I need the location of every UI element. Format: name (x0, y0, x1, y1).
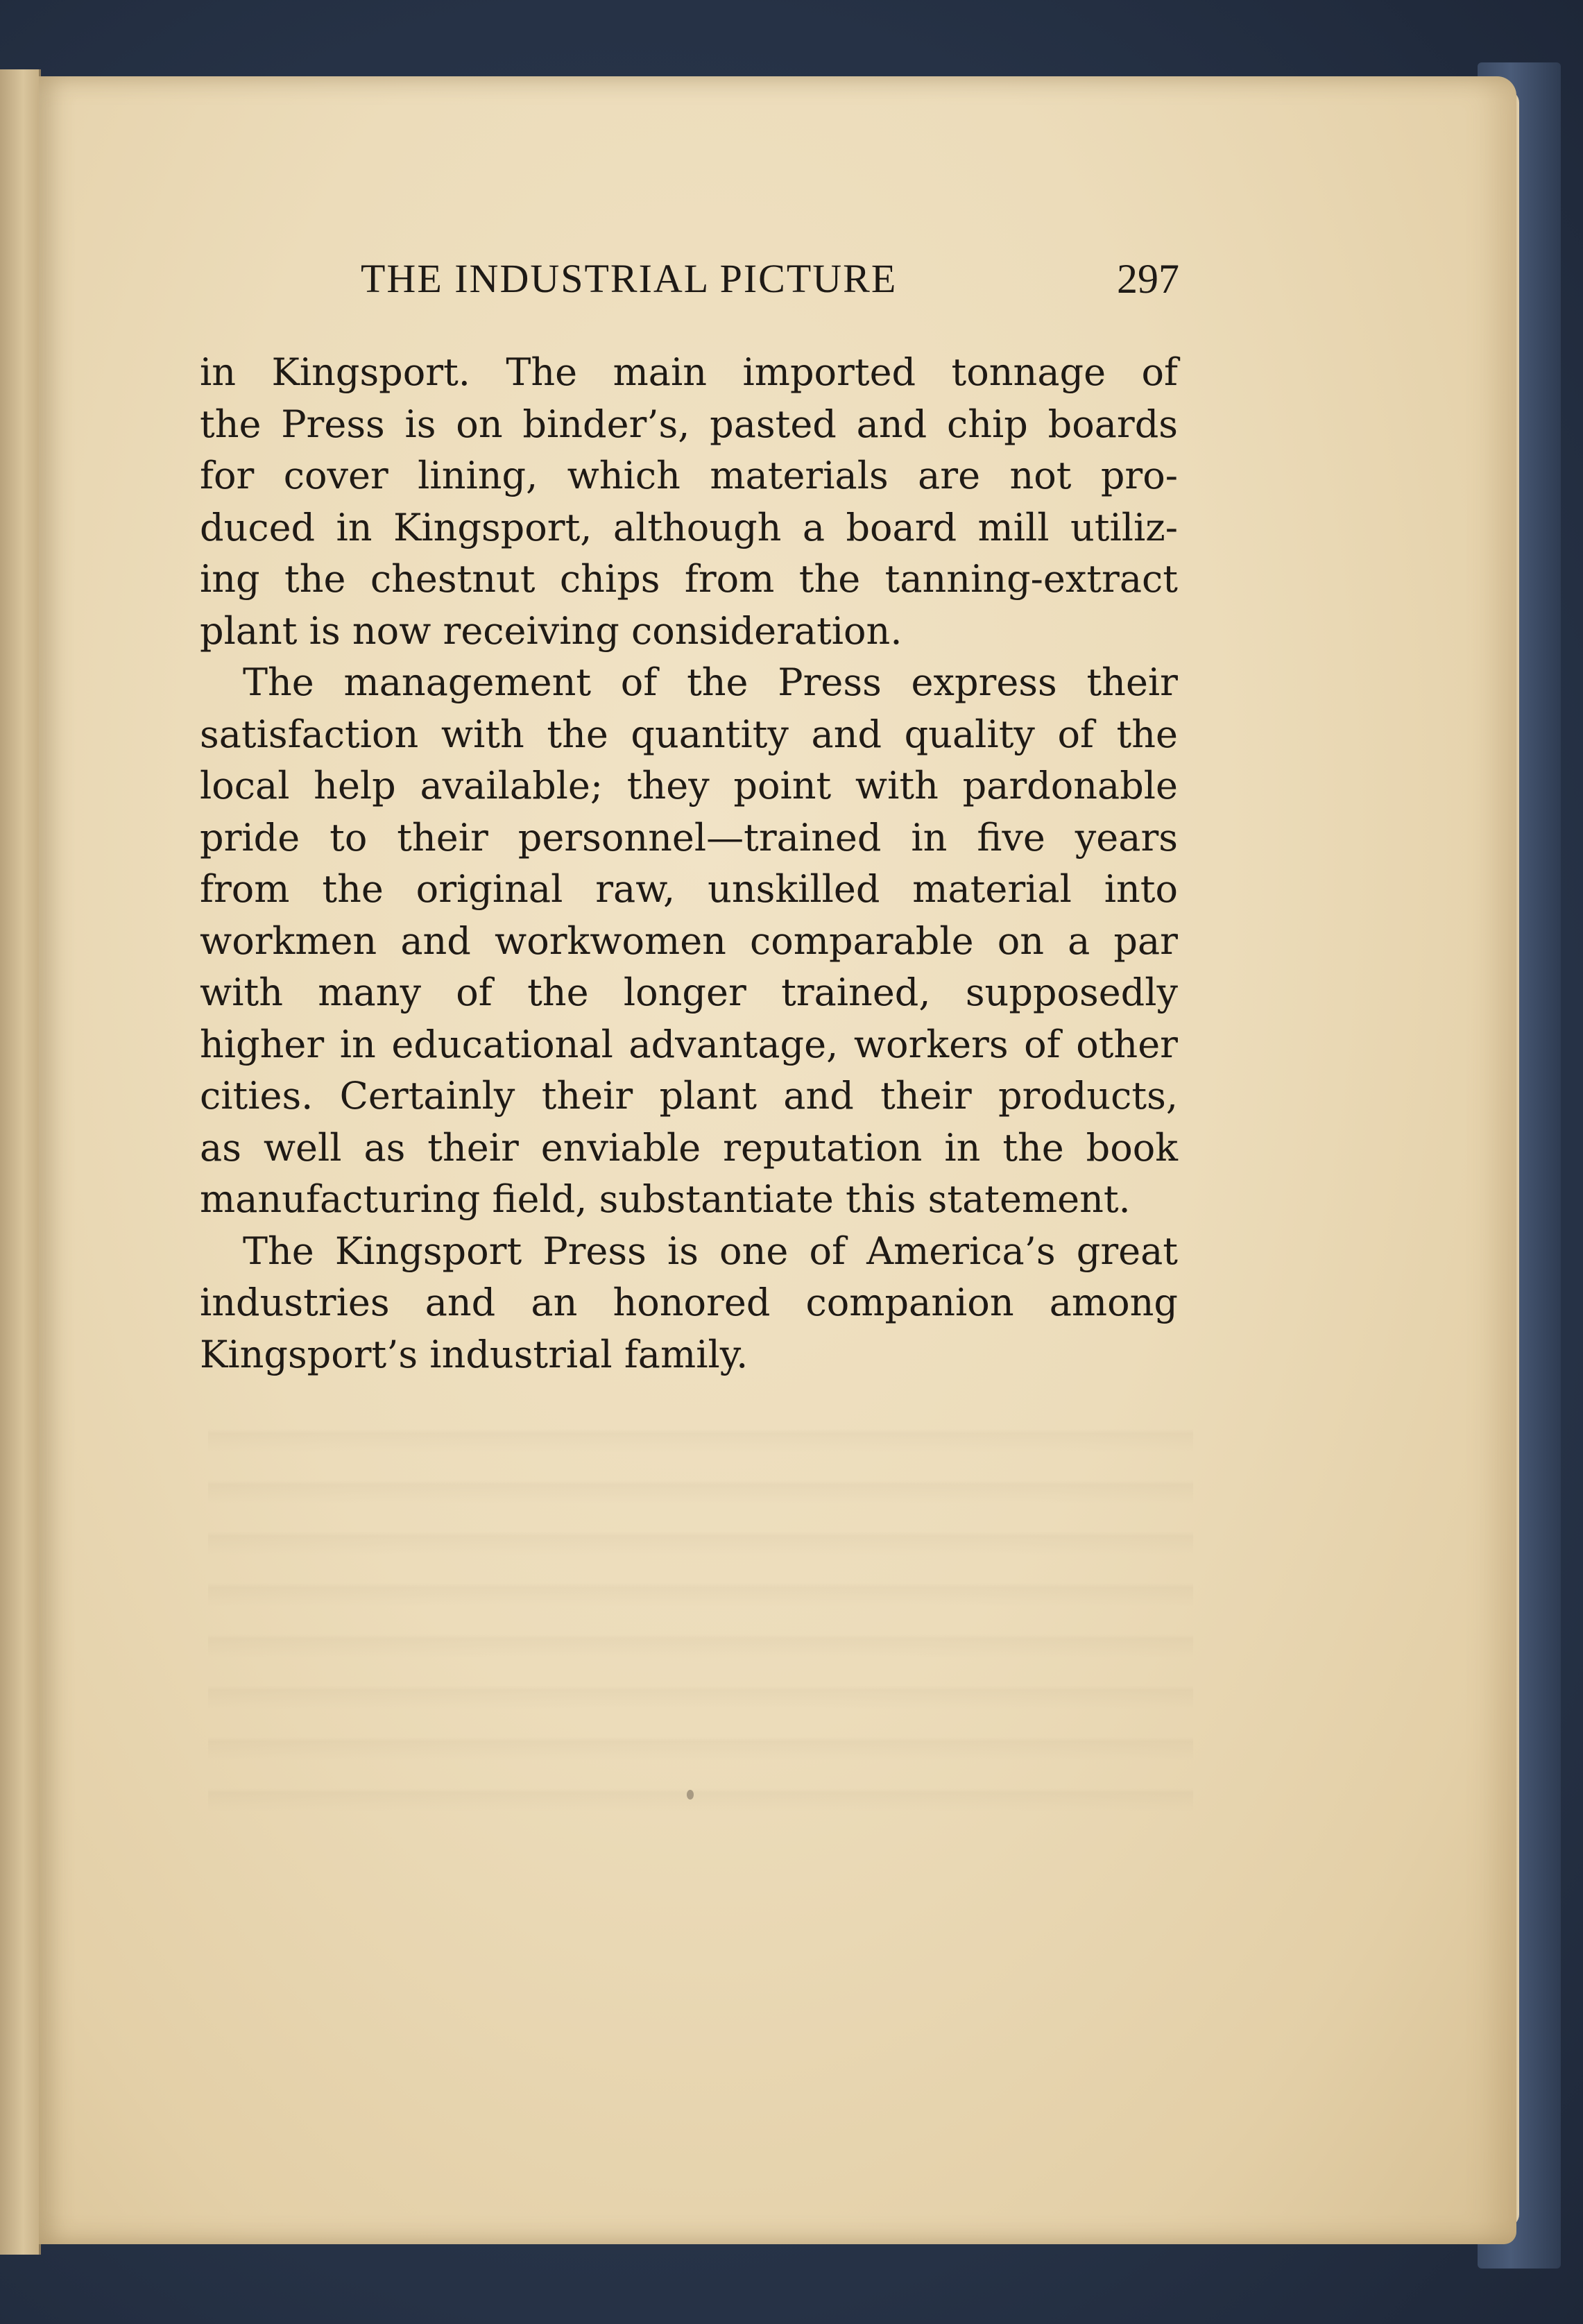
text-line: workmen and workwomen comparable on a par (200, 919, 1178, 963)
text-line: The management of the Press express their (243, 660, 1178, 704)
text-line: the Press is on binder’s, pasted and chip boards (200, 402, 1178, 446)
body-text (200, 347, 1178, 1381)
text-line: as well as their enviable reputation in the book (200, 1125, 1178, 1170)
text-line: plant is now receiving consideration. (200, 608, 902, 653)
paper-speck (687, 1790, 694, 1800)
running-head: THE INDUSTRIAL PICTURE (361, 256, 898, 301)
page-header (201, 255, 1179, 311)
text-line: local help available; they point with pardonable (200, 764, 1178, 808)
facing-page-edge (0, 69, 41, 2255)
text-line: Kingsport’s industrial family. (200, 1332, 748, 1376)
text-line: pride to their personnel—trained in five years (200, 815, 1178, 860)
bleed-through-texture (208, 1401, 1193, 1831)
text-line: in Kingsport. The main imported tonnage of (200, 350, 1178, 394)
text-line: with many of the longer trained, supposedly (200, 971, 1178, 1014)
text-line: industries and an honored companion among (200, 1281, 1178, 1324)
text-line: for cover lining, which materials are not pro- (200, 454, 1178, 497)
page-number: 297 (1117, 256, 1179, 302)
text-line: satisfaction with the quantity and quality of the (200, 712, 1178, 756)
text-line: The Kingsport Press is one of America’s great (243, 1229, 1178, 1273)
text-line: cities. Certainly their plant and their products, (200, 1074, 1178, 1118)
text-line: ing the chestnut chips from the tanning-extract (200, 557, 1178, 601)
text-line: higher in educational advantage, workers of other (200, 1022, 1178, 1066)
text-line: from the original raw, unskilled material into (200, 867, 1178, 911)
text-line: manufacturing field, substantiate this statement. (200, 1177, 1131, 1221)
text-line: duced in Kingsport, although a board mill utiliz- (200, 505, 1178, 549)
